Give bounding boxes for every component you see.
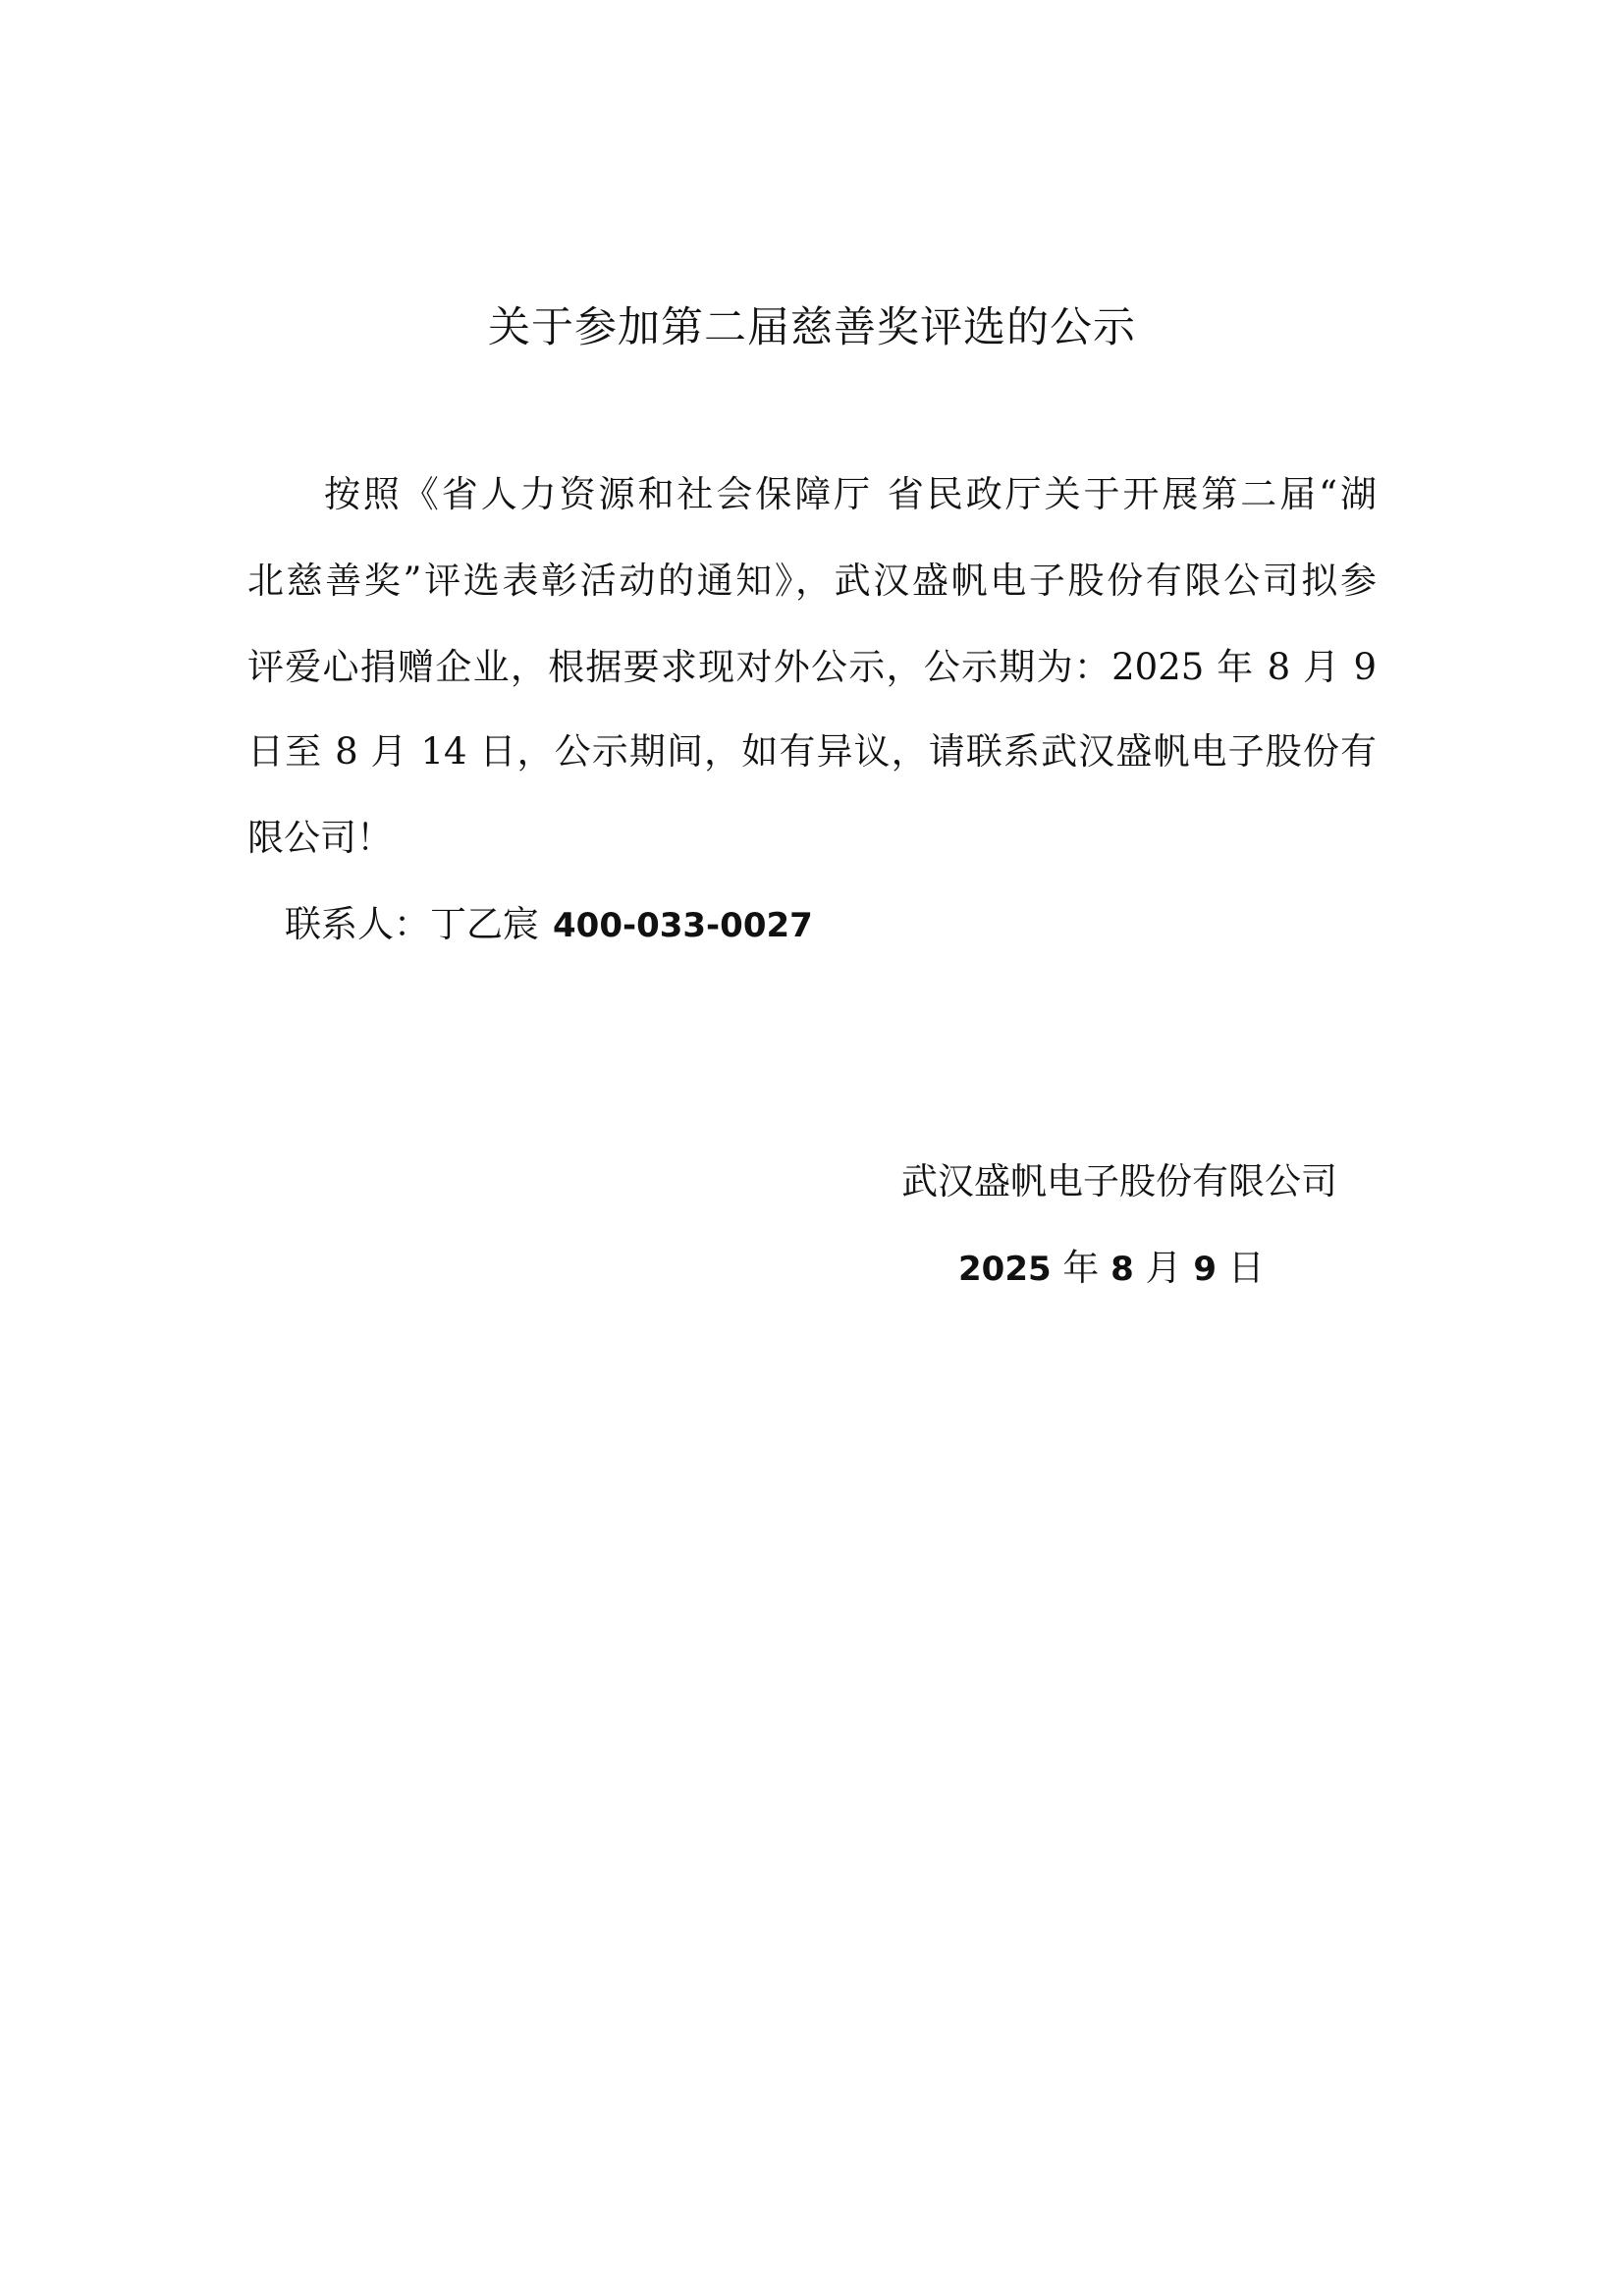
body-paragraph-line-4: 日至 8 月 14 日，公示期间，如有异议，请联系武汉盛帆电子股份有: [247, 730, 1377, 773]
body-paragraph-line-3: 评爱心捐赠企业，根据要求现对外公示，公示期为：2025 年 8 月 9: [247, 646, 1377, 688]
date-year-unit: 年: [1051, 1247, 1111, 1289]
date-month: 8: [1110, 1250, 1134, 1289]
date-month-unit: 月: [1133, 1247, 1194, 1289]
document-title: 关于参加第二届慈善奖评选的公示: [488, 303, 1136, 352]
date-year: 2025: [958, 1250, 1052, 1289]
body-paragraph-line-1: 按照《省人力资源和社会保障厅 省民政厅关于开展第二届“湖: [324, 473, 1377, 515]
body-paragraph-line-2: 北慈善奖”评选表彰活动的通知》，武汉盛帆电子股份有限公司拟参: [247, 560, 1377, 602]
contact-phone: 400-033-0027: [553, 906, 813, 945]
signature-date: [958, 1245, 1265, 1293]
body-paragraph-line-5: 限公司！: [247, 817, 393, 859]
signature-company: 武汉盛帆电子股份有限公司: [901, 1160, 1337, 1202]
date-day-unit: 日: [1217, 1247, 1265, 1289]
date-day: 9: [1193, 1250, 1218, 1289]
contact-line: [285, 901, 813, 949]
contact-label: 联系人：丁乙宸: [285, 903, 539, 945]
